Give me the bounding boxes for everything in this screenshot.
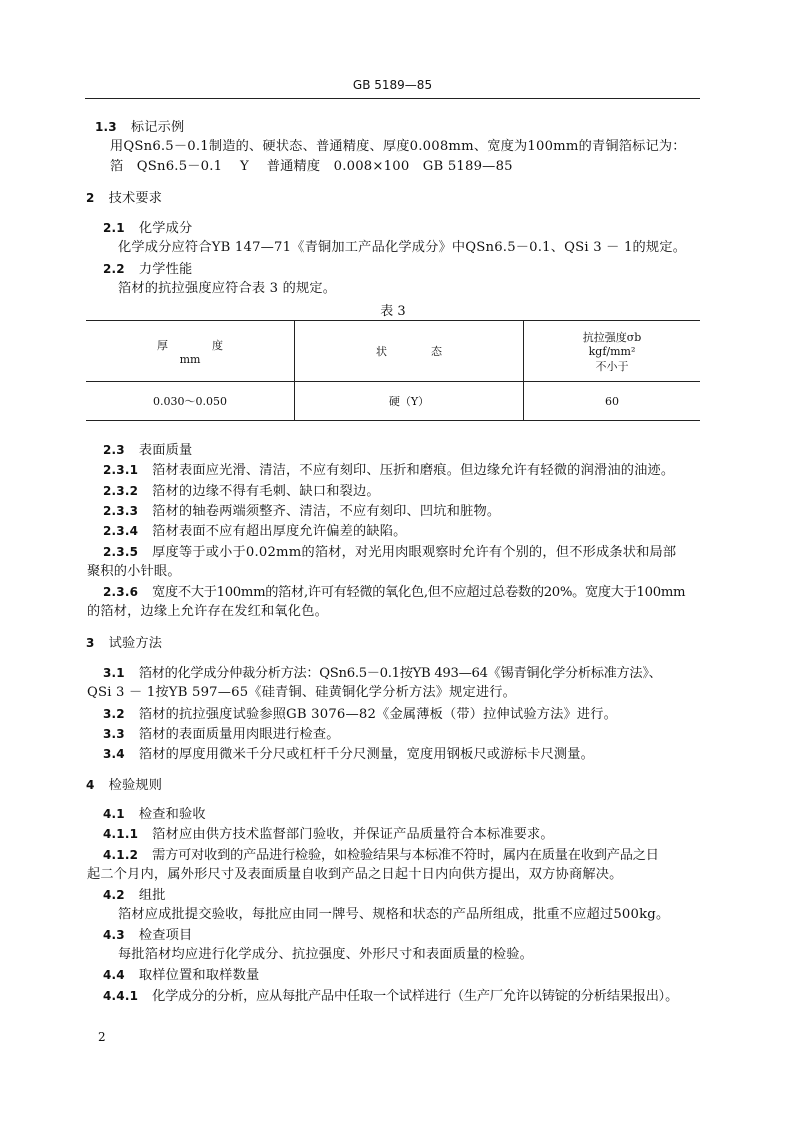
header-cell-strength — [524, 321, 701, 382]
clause-3-2 — [103, 705, 617, 724]
clause-number: 2.3.4 — [103, 524, 139, 538]
section-3-heading — [86, 634, 162, 653]
running-header: GB 5189—85 — [352, 78, 433, 92]
clause-number: 3.4 — [103, 747, 125, 761]
header-label: 厚 度 — [157, 338, 223, 352]
section-number: 4.1 — [103, 807, 125, 821]
section-number: 4.4 — [103, 968, 125, 982]
header-unit: mm — [179, 352, 201, 366]
clause-2-3-1 — [103, 461, 674, 480]
header-rule — [85, 98, 700, 99]
clause-text: 箔材的表面质量用肉眼进行检查。 — [138, 727, 340, 742]
clause-text: 箔材表面应光滑、清洁，不应有刻印、压折和磨痕。但边缘允许有轻微的润滑油的油迹。 — [152, 463, 675, 478]
paragraph: 用QSn6.5－0.1制造的、硬状态、普通精度、厚度0.008mm、宽度为100mm的青铜箔标记为： — [110, 139, 686, 154]
section-title: 化学成分 — [138, 221, 193, 236]
section-title: 试验方法 — [108, 636, 163, 651]
clause-number: 3.3 — [103, 727, 125, 741]
clause-text: 箔材的边缘不得有毛刺、缺口和裂边。 — [152, 484, 380, 499]
section-2-heading — [86, 189, 162, 208]
page-number: 2 — [98, 1030, 106, 1044]
section-number: 2.2 — [103, 262, 125, 276]
section-title: 检查项目 — [138, 928, 193, 943]
clause-number: 2.3.5 — [103, 545, 139, 559]
table-caption: 表 3 — [380, 304, 406, 319]
section-number: 4.3 — [103, 928, 125, 942]
section-number: 3 — [86, 636, 95, 650]
clause-2-3-2 — [103, 482, 380, 501]
clause-2-3-5 — [103, 543, 676, 562]
clause-3-4 — [103, 745, 594, 764]
clause-number: 4.1.1 — [103, 827, 139, 841]
section-title: 组批 — [138, 888, 166, 903]
paragraph: 每批箔材均应进行化学成分、抗拉强度、外形尺寸和表面质量的检验。 — [118, 947, 534, 962]
table-3 — [86, 320, 700, 421]
paragraph: 箔材应成批提交验收，每批应由同一牌号、规格和状态的产品所组成，批重不应超过500kg。 — [118, 907, 670, 922]
clause-text: 箔材的抗拉强度试验参照GB 3076—82《金属薄板（带）拉伸试验方法》进行。 — [138, 707, 618, 722]
clause-4-1-1 — [103, 825, 554, 844]
clause-text: 厚度等于或小于0.02mm的箔材，对光用肉眼观察时允许有个别的，但不形成条状和局部 — [152, 545, 677, 560]
header-cell-thickness — [86, 321, 295, 382]
header-cell-state: 状 态 — [295, 321, 524, 382]
clause-text: 箔材的轴卷两端须整齐、清洁，不应有刻印、凹坑和脏物。 — [152, 504, 501, 519]
clause-text: 箔材的厚度用微米千分尺或杠杆千分尺测量，宽度用钢板尺或游标卡尺测量。 — [138, 747, 595, 762]
clause-4-4-1 — [103, 987, 678, 1006]
clause-text: 宽度不大于100mm的箔材,许可有轻微的氧化色,但不应超过总卷数的20%。宽度大于100mm — [152, 585, 686, 600]
clause-2-3-3 — [103, 502, 500, 521]
section-1-3-heading — [95, 118, 184, 137]
clause-4-1-2 — [103, 846, 659, 865]
table-row — [86, 382, 700, 421]
cell-strength: 60 — [524, 382, 701, 421]
paragraph: 箔材的抗拉强度应符合表 3 的规定。 — [118, 281, 337, 296]
section-4-heading — [86, 776, 162, 795]
header-note: 不小于 — [595, 359, 629, 373]
section-number: 1.3 — [95, 120, 117, 134]
cell-thickness: 0.030～0.050 — [86, 382, 295, 421]
section-4-4-heading — [103, 966, 259, 985]
clause-2-3-6 — [103, 583, 685, 602]
clause-number: 2.3.6 — [103, 585, 139, 599]
section-4-1-heading — [103, 805, 206, 824]
clause-number: 2.3.1 — [103, 463, 139, 477]
clause-text: 箔材应由供方技术监督部门验收，并保证产品质量符合本标准要求。 — [152, 827, 554, 842]
section-number: 2 — [86, 191, 95, 205]
section-number: 2.3 — [103, 443, 125, 457]
clause-text: 箔材表面不应有超出厚度允许偏差的缺陷。 — [152, 524, 407, 539]
section-4-3-heading — [103, 926, 192, 945]
clause-text: 化学成分的分析，应从每批产品中任取一个试样进行（生产厂允许以铸锭的分析结果报出）。 — [152, 989, 679, 1004]
section-2-2-heading — [103, 260, 192, 279]
header-label: 抗拉强度σb — [582, 330, 642, 344]
paragraph: 化学成分应符合YB 147—71《青铜加工产品化学成分》中QSn6.5－0.1、QSi 3 － 1的规定。 — [118, 240, 687, 255]
table-header-row — [86, 321, 700, 382]
section-title: 标记示例 — [130, 120, 185, 135]
clause-continuation: QSi 3 － 1按YB 597—65《硅青铜、硅黄铜化学分析方法》规定进行。 — [87, 685, 517, 700]
clause-2-3-4 — [103, 522, 407, 541]
section-2-3-heading — [103, 441, 192, 460]
section-title: 表面质量 — [138, 443, 193, 458]
section-title: 取样位置和取样数量 — [138, 968, 260, 983]
cell-state: 硬（Y） — [295, 382, 524, 421]
clause-continuation: 起二个月内，属外形尺寸及表面质量自收到产品之日起十日内向供方提出，双方协商解决。 — [87, 867, 623, 882]
clause-number: 3.2 — [103, 707, 125, 721]
section-number: 2.1 — [103, 221, 125, 235]
section-title: 检验规则 — [108, 778, 163, 793]
clause-continuation: 的箔材，边缘上允许存在发红和氧化色。 — [87, 604, 328, 619]
clause-number: 4.4.1 — [103, 989, 139, 1003]
section-title: 检查和验收 — [138, 807, 206, 822]
section-number: 4 — [86, 778, 95, 792]
clause-number: 2.3.2 — [103, 484, 139, 498]
clause-3-1 — [103, 664, 662, 683]
header-unit: kgf/mm² — [588, 344, 636, 358]
clause-3-3 — [103, 725, 340, 744]
section-4-2-heading — [103, 886, 166, 905]
clause-number: 4.1.2 — [103, 848, 139, 862]
section-title: 技术要求 — [108, 191, 163, 206]
clause-number: 2.3.3 — [103, 504, 139, 518]
section-2-1-heading — [103, 219, 192, 238]
section-title: 力学性能 — [138, 262, 193, 277]
clause-text: 箔材的化学成分仲裁分析方法：QSn6.5－0.1按YB 493—64《锡青铜化学分析标准方法》、 — [138, 666, 662, 681]
clause-number: 3.1 — [103, 666, 125, 680]
clause-continuation: 聚积的小针眼。 — [87, 564, 181, 579]
clause-text: 需方可对收到的产品进行检验，如检验结果与本标准不符时，属内在质量在收到产品之日 — [152, 848, 659, 863]
marking-example: 箔 QSn6.5－0.1 Y 普通精度 0.008×100 GB 5189—85 — [110, 159, 513, 174]
section-number: 4.2 — [103, 888, 125, 902]
